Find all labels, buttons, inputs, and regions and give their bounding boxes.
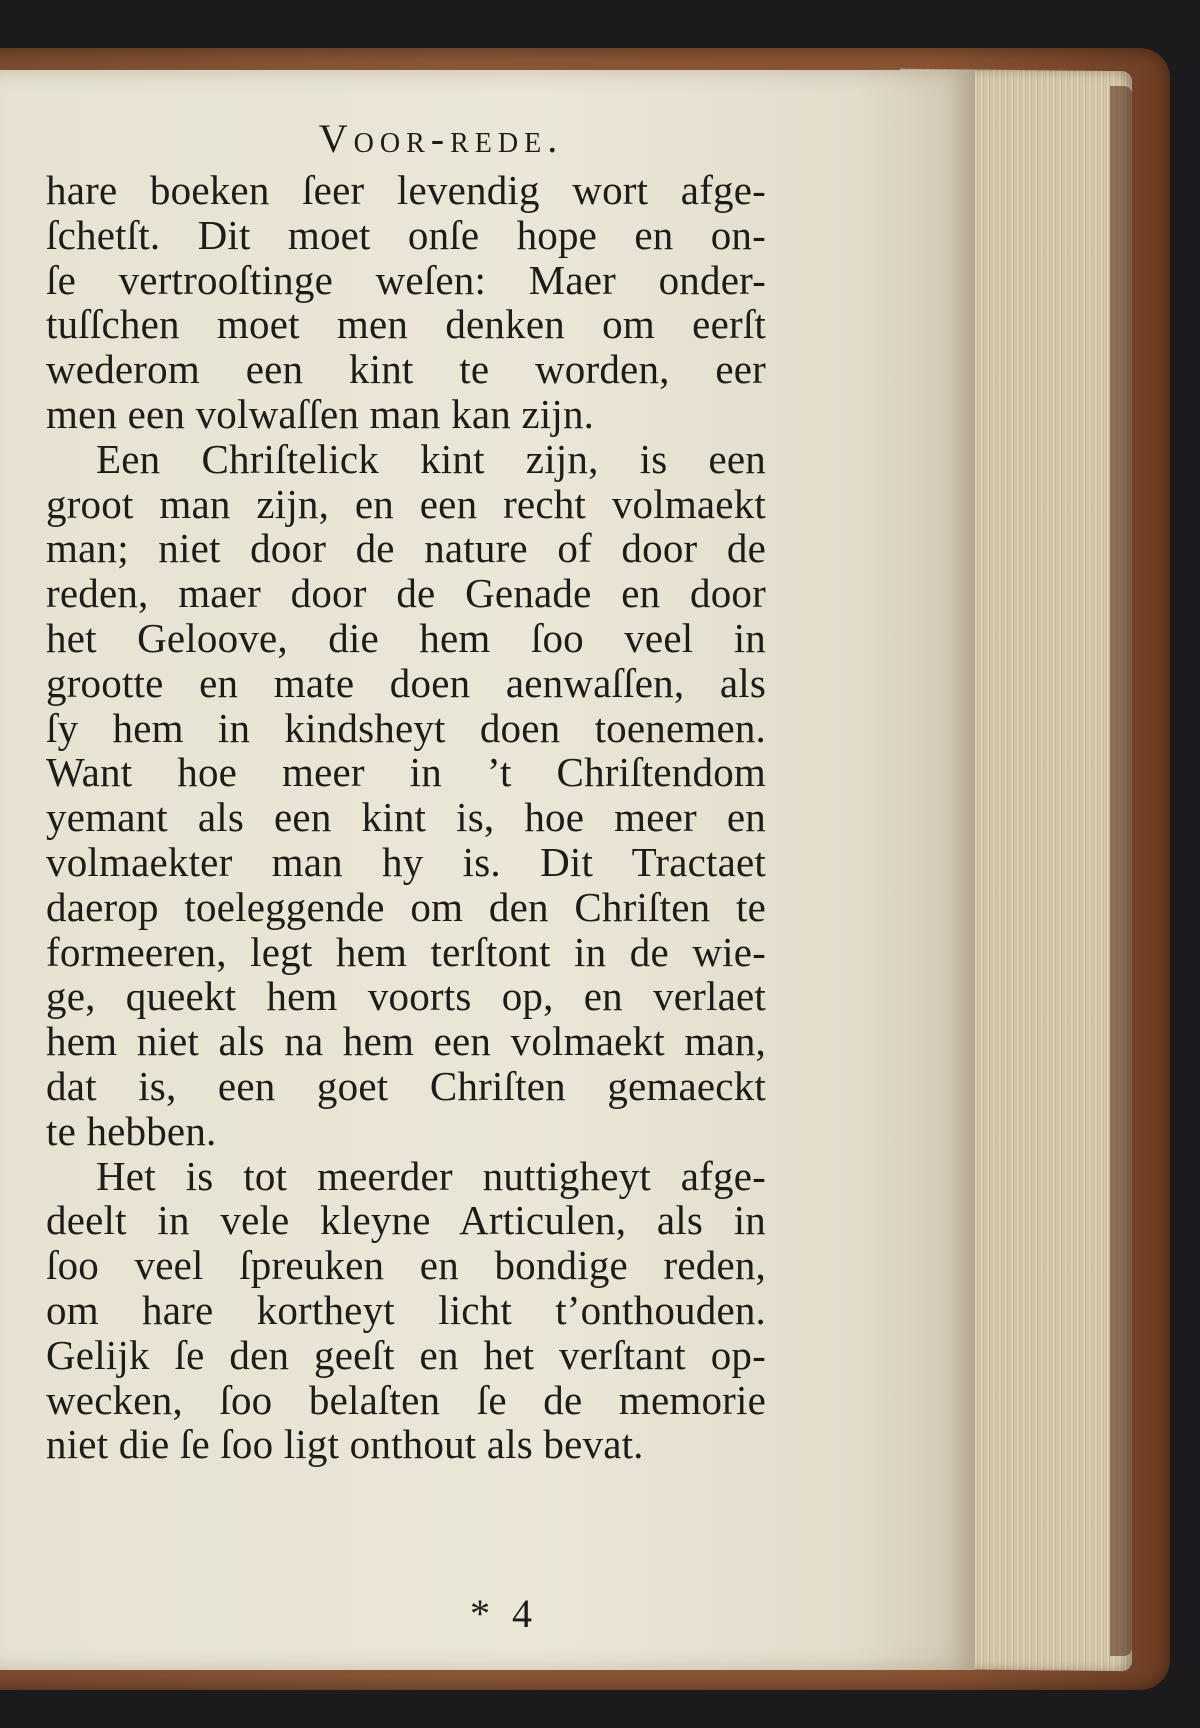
text-line: te hebben. [46,1107,217,1154]
running-head: Voor-rede. [318,116,564,161]
text-line: tuſſchen moet men denken om eerſt [46,301,766,348]
text-line: om hare kortheyt licht t’onthouden. [46,1286,766,1333]
text-line: man; niet door de nature of door de [46,525,766,572]
text-line: ſy hem in kindsheyt doen toenemen. [46,704,766,751]
signature-mark: * 4 [470,1591,538,1636]
text-line: wecken, ſoo belaſten ſe de memorie [46,1376,766,1423]
text-line: Het is tot meerder nuttigheyt afge- [96,1152,766,1199]
text-line: het Geloove, die hem ſoo veel in [46,614,766,661]
text-line: groot man zijn, en een recht volmaekt [46,480,766,527]
text-line: Want hoe meer in ’t Chriſtendom [46,749,766,796]
paragraph [46,437,766,1154]
page-text [46,114,766,1467]
text-line: deelt in vele kleyne Articulen, als in [46,1197,766,1244]
text-line: ſchetſt. Dit moet onſe hope en on- [46,211,766,258]
binding-edge [1110,86,1132,1656]
book-page [0,70,975,1670]
text-line: ge, queekt hem voorts op, en verlaet [46,973,766,1020]
text-line: yemant als een kint is, hoe meer en [46,794,766,841]
paragraph [46,1154,766,1468]
text-line: ſoo veel ſpreuken en bondige reden, [46,1242,766,1289]
text-line: hem niet als na hem een volmaekt man, [46,1018,766,1065]
text-line: reden, maer door de Genade en door [46,570,766,617]
text-line: ſe vertrooſtinge weſen: Maer onder- [46,256,766,303]
body-text [46,168,766,1467]
text-line: grootte en mate doen aenwaſſen, als [46,659,766,706]
paragraph [46,168,766,437]
text-line: daerop toeleggende om den Chriſten te [46,883,766,930]
text-line: formeeren, legt hem terſtont in de wie- [46,928,766,975]
text-line: wederom een kint te worden, eer [46,346,766,393]
text-line: volmaekter man hy is. Dit Tractaet [46,838,766,885]
text-line: Een Chriſtelick kint zijn, is een [96,435,766,482]
text-line: niet die ſe ſoo ligt onthout als bevat. [46,1421,644,1468]
text-line: Gelijk ſe den geeſt en het verſtant op- [46,1331,766,1378]
text-line: hare boeken ſeer levendig wort afge- [46,167,766,213]
text-line: dat is, een goet Chriſten gemaeckt [46,1062,766,1109]
text-line: men een volwaſſen man kan zijn. [46,390,595,437]
